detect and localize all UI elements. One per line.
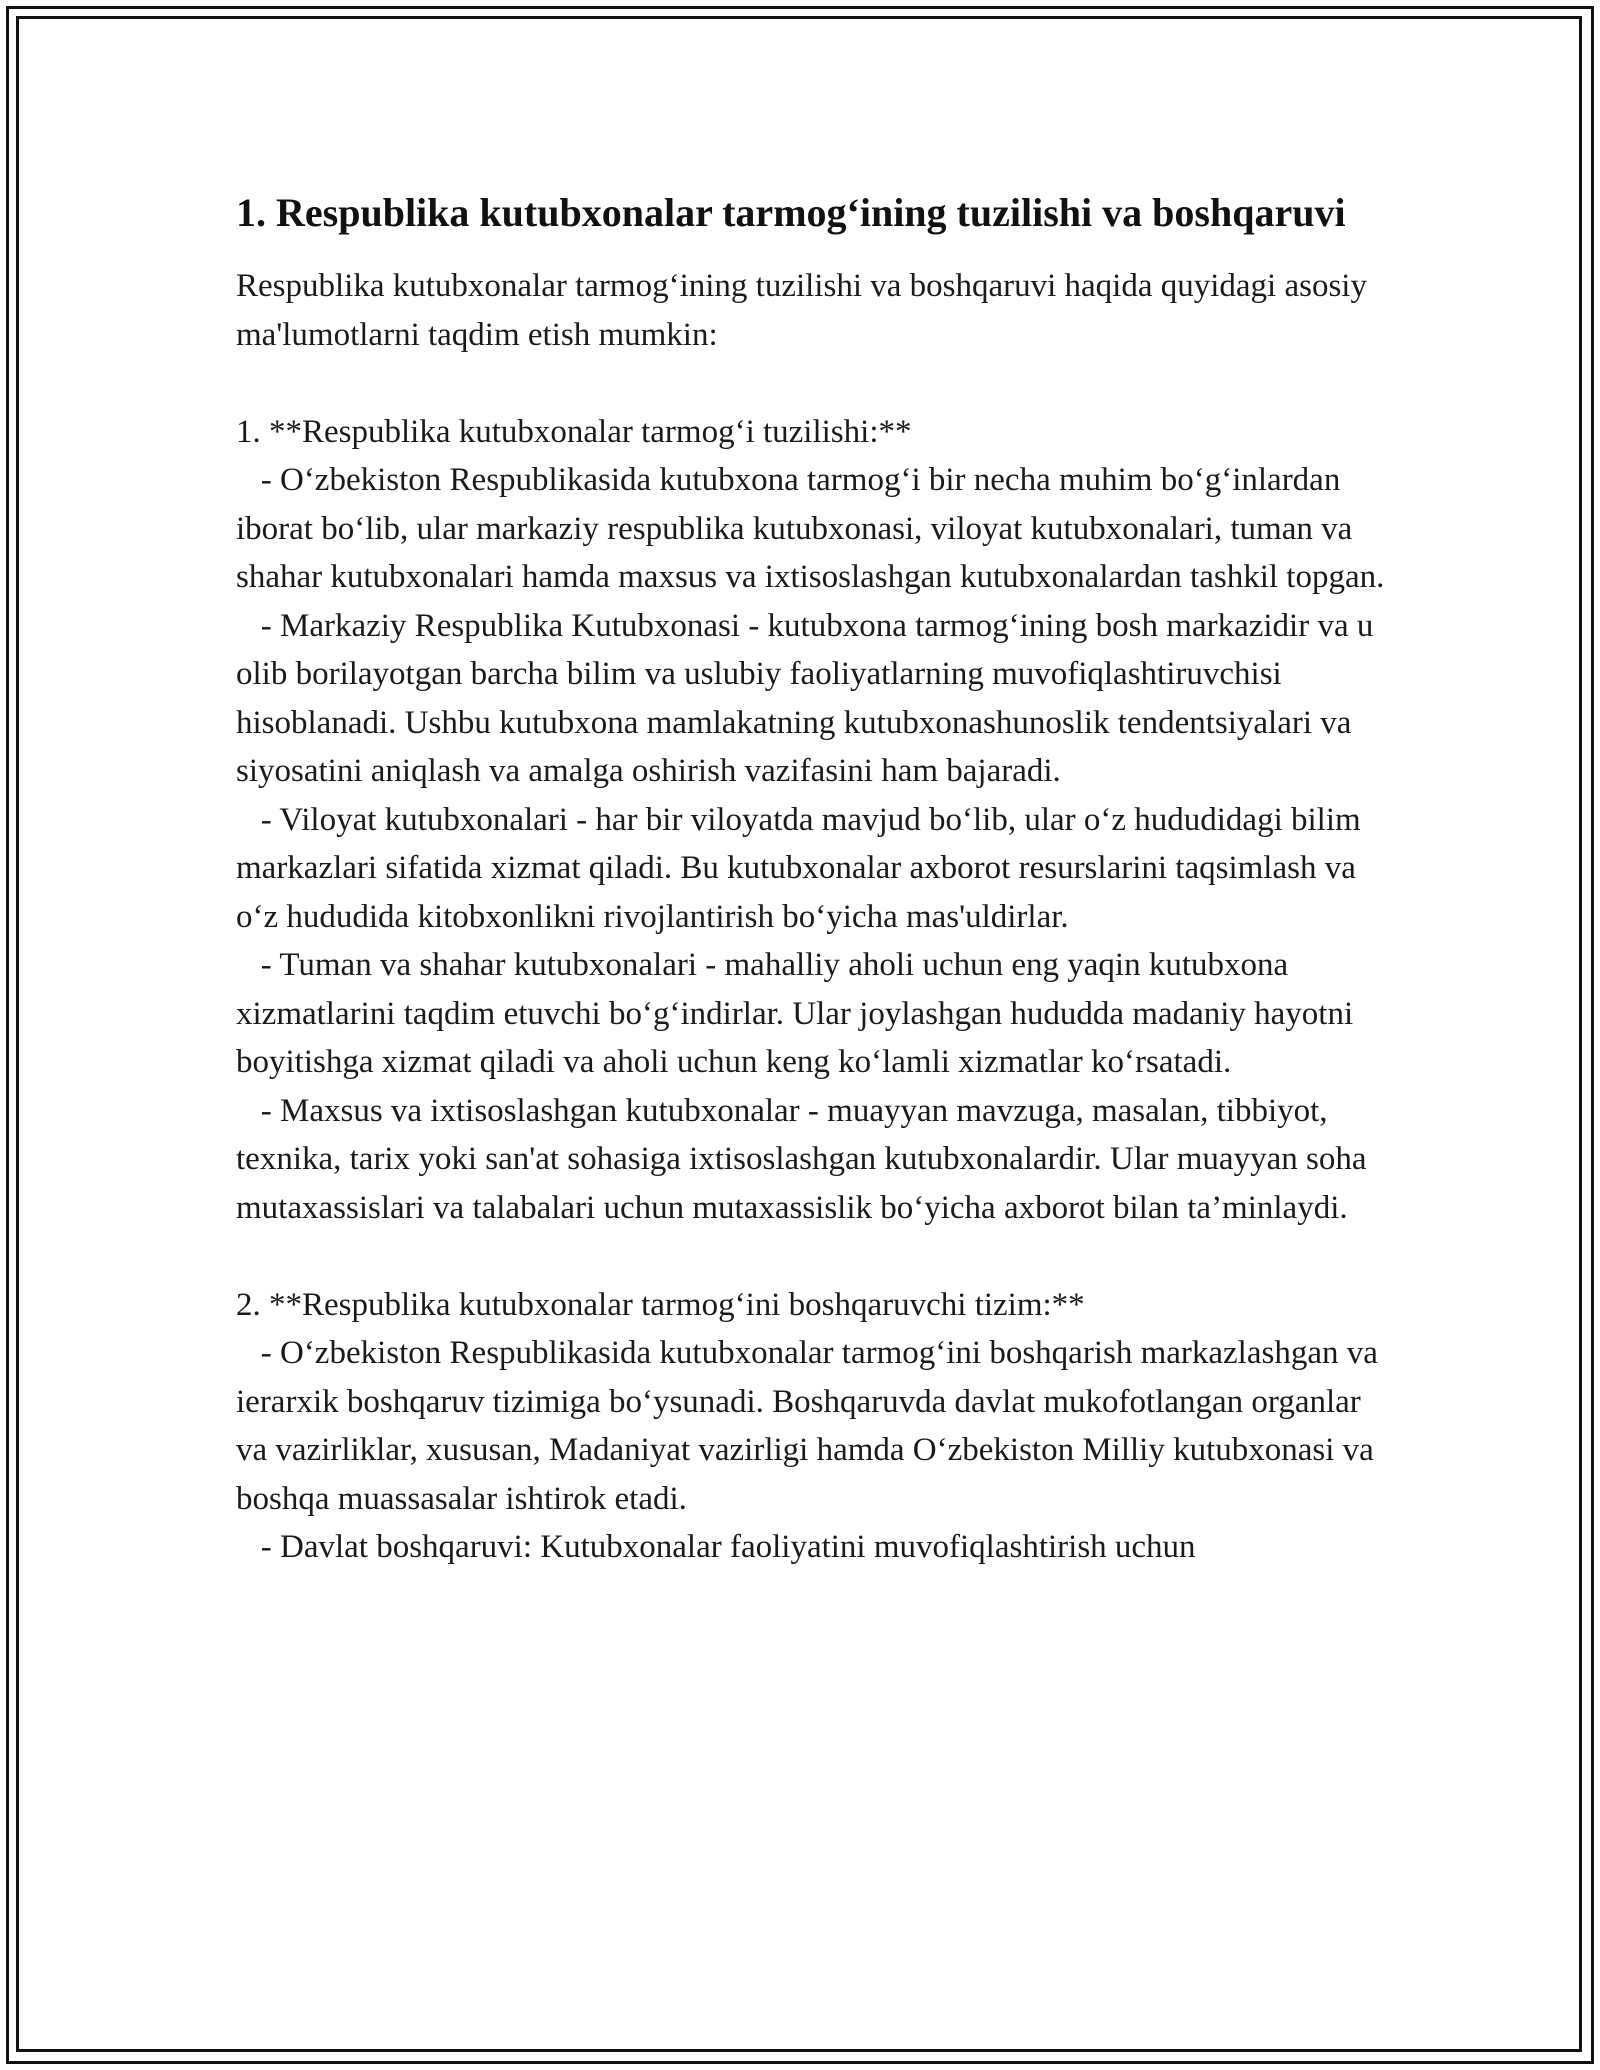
- document-body: Respublika kutubxonalar tarmog‘ining tuzilishi va boshqaruvi haqida quyidagi asosiy ma'lumotlarni taqdim etish mumkin: 1. **Respublika kutubxonalar tarmog‘i tuzilishi:** - O‘zbekiston Respublikasida kutubxona tarmog‘i bir necha muhim bo‘g‘inlardan iborat bo‘lib, ular markaziy respublika kutubxonasi, viloyat kutubxonalari, tuman va shahar kutubxonalari hamda maxsus va ixtisoslashgan kutubxonalardan tashkil topgan. - Markaziy Respublika Kutubxonasi - kutubxona tarmog‘ining bosh markazidir va u olib borilayotgan barcha bilim va uslubiy faoliyatlarning muvofiqlashtiruvchisi hisoblanadi. Ushbu kutubxona mamlakatning kutubxonashunoslik tendentsiyalari va siyosatini aniqlash va amalga oshirish vazifasini ham bajaradi. - Viloyat kutubxonalari - har bir viloyatda mavjud bo‘lib, ular o‘z hududidagi bilim markazlari sifatida xizmat qiladi. Bu kutubxonalar axborot resurslarini taqsimlash va o‘z hududida kitobxonlikni rivojlantirish bo‘yicha mas'uldirlar. - Tuman va shahar kutubxonalari - mahalliy aholi uchun eng yaqin kutubxona xizmatlarini taqdim etuvchi bo‘g‘indirlar. Ular joylashgan hududda madaniy hayotni boyitishga xizmat qiladi va aholi uchun keng ko‘lamli xizmatlar ko‘rsatadi. - Maxsus va ixtisoslashgan kutubxonalar - muayyan mavzuga, masalan, tibbiyot, texnika, tarix yoki san'at sohasiga ixtisoslashgan kutubxonalardir. Ular muayyan soha mutaxassislari va talabalari uchun mutaxassislik bo‘yicha axborot bilan ta’minlaydi. 2. **Respublika kutubxonalar tarmog‘ini boshqaruvchi tizim:** - O‘zbekiston Respublikasida kutubxonalar tarmog‘ini boshqarish markazlashgan va ierarxik boshqaruv tizimiga bo‘ysunadi. Boshqaruvda davlat mukofotlangan organlar va vazirliklar, xususan, Madaniyat vazirligi hamda O‘zbekiston Milliy kutubxonasi va boshqa muassasalar ishtirok etadi. - Davlat boshqaruvi: Kutubxonalar faoliyatini muvofiqlashtirish uchun: [236, 268, 1385, 1565]
- document-content: [236, 186, 1386, 1572]
- document-heading: 1. Respublika kutubxonalar tarmog‘ining tuzilishi va boshqaruvi: [236, 190, 1346, 235]
